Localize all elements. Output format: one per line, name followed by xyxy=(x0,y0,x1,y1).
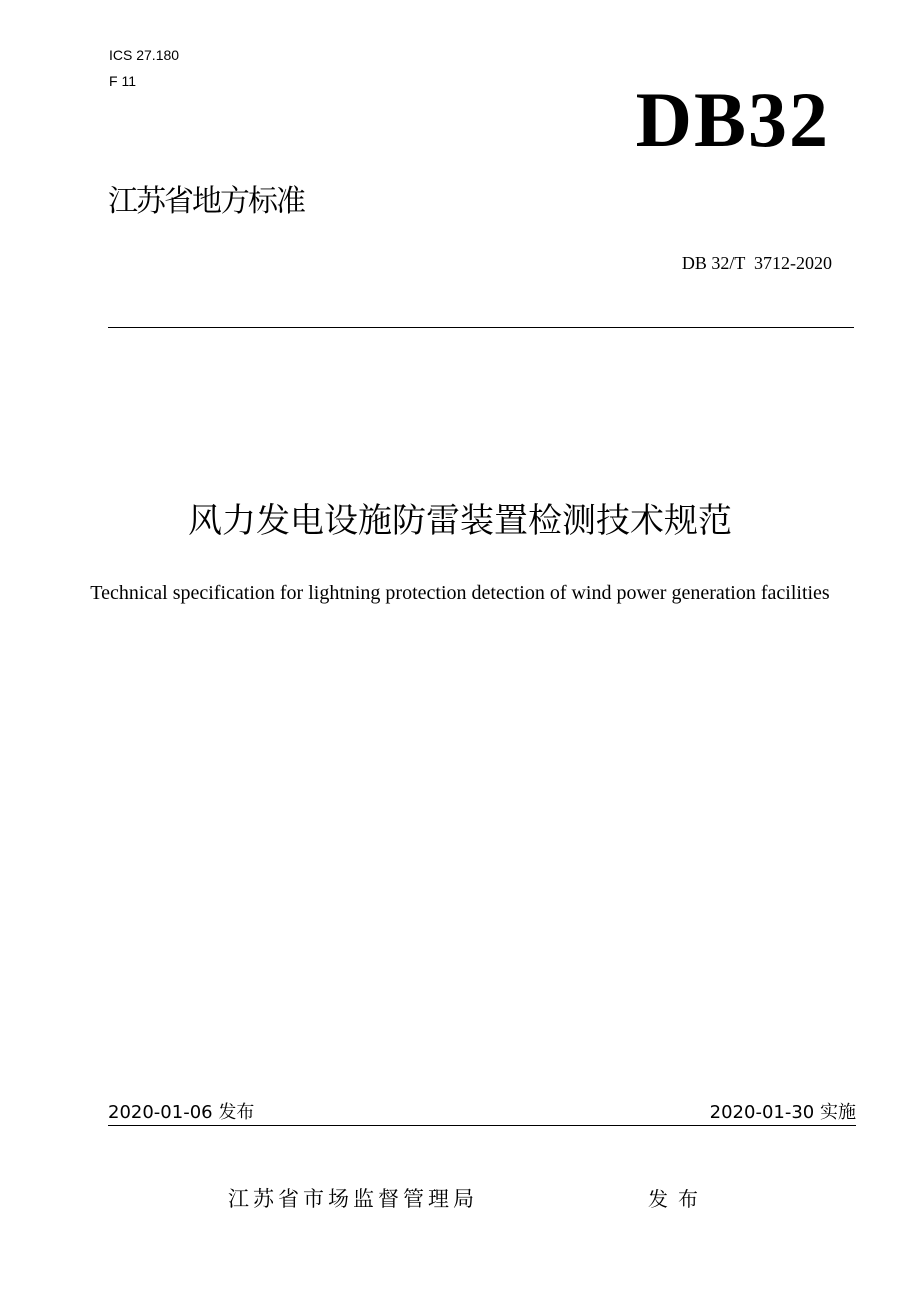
standard-number: DB 32/T 3712-2020 xyxy=(681,253,832,273)
issue-date: 2020-01-06 发布 xyxy=(108,1102,255,1123)
ccs-code: F 11 xyxy=(109,73,136,89)
header-divider xyxy=(108,327,854,328)
implementation-date: 2020-01-30 实施 xyxy=(709,1102,856,1123)
date-divider xyxy=(108,1125,856,1126)
publish-label: 发布 xyxy=(648,1187,708,1211)
title-chinese: 风力发电设施防雷装置检测技术规范 xyxy=(188,501,732,541)
ics-code: ICS 27.180 xyxy=(109,47,180,63)
db-logo-mark: DB32 xyxy=(635,76,830,163)
standard-type: 江苏省地方标准 xyxy=(108,184,304,219)
publisher-name: 江苏省市场监督管理局 xyxy=(228,1187,478,1211)
title-english: Technical specification for lightning protection detection of wind power generation facilities xyxy=(90,582,830,604)
